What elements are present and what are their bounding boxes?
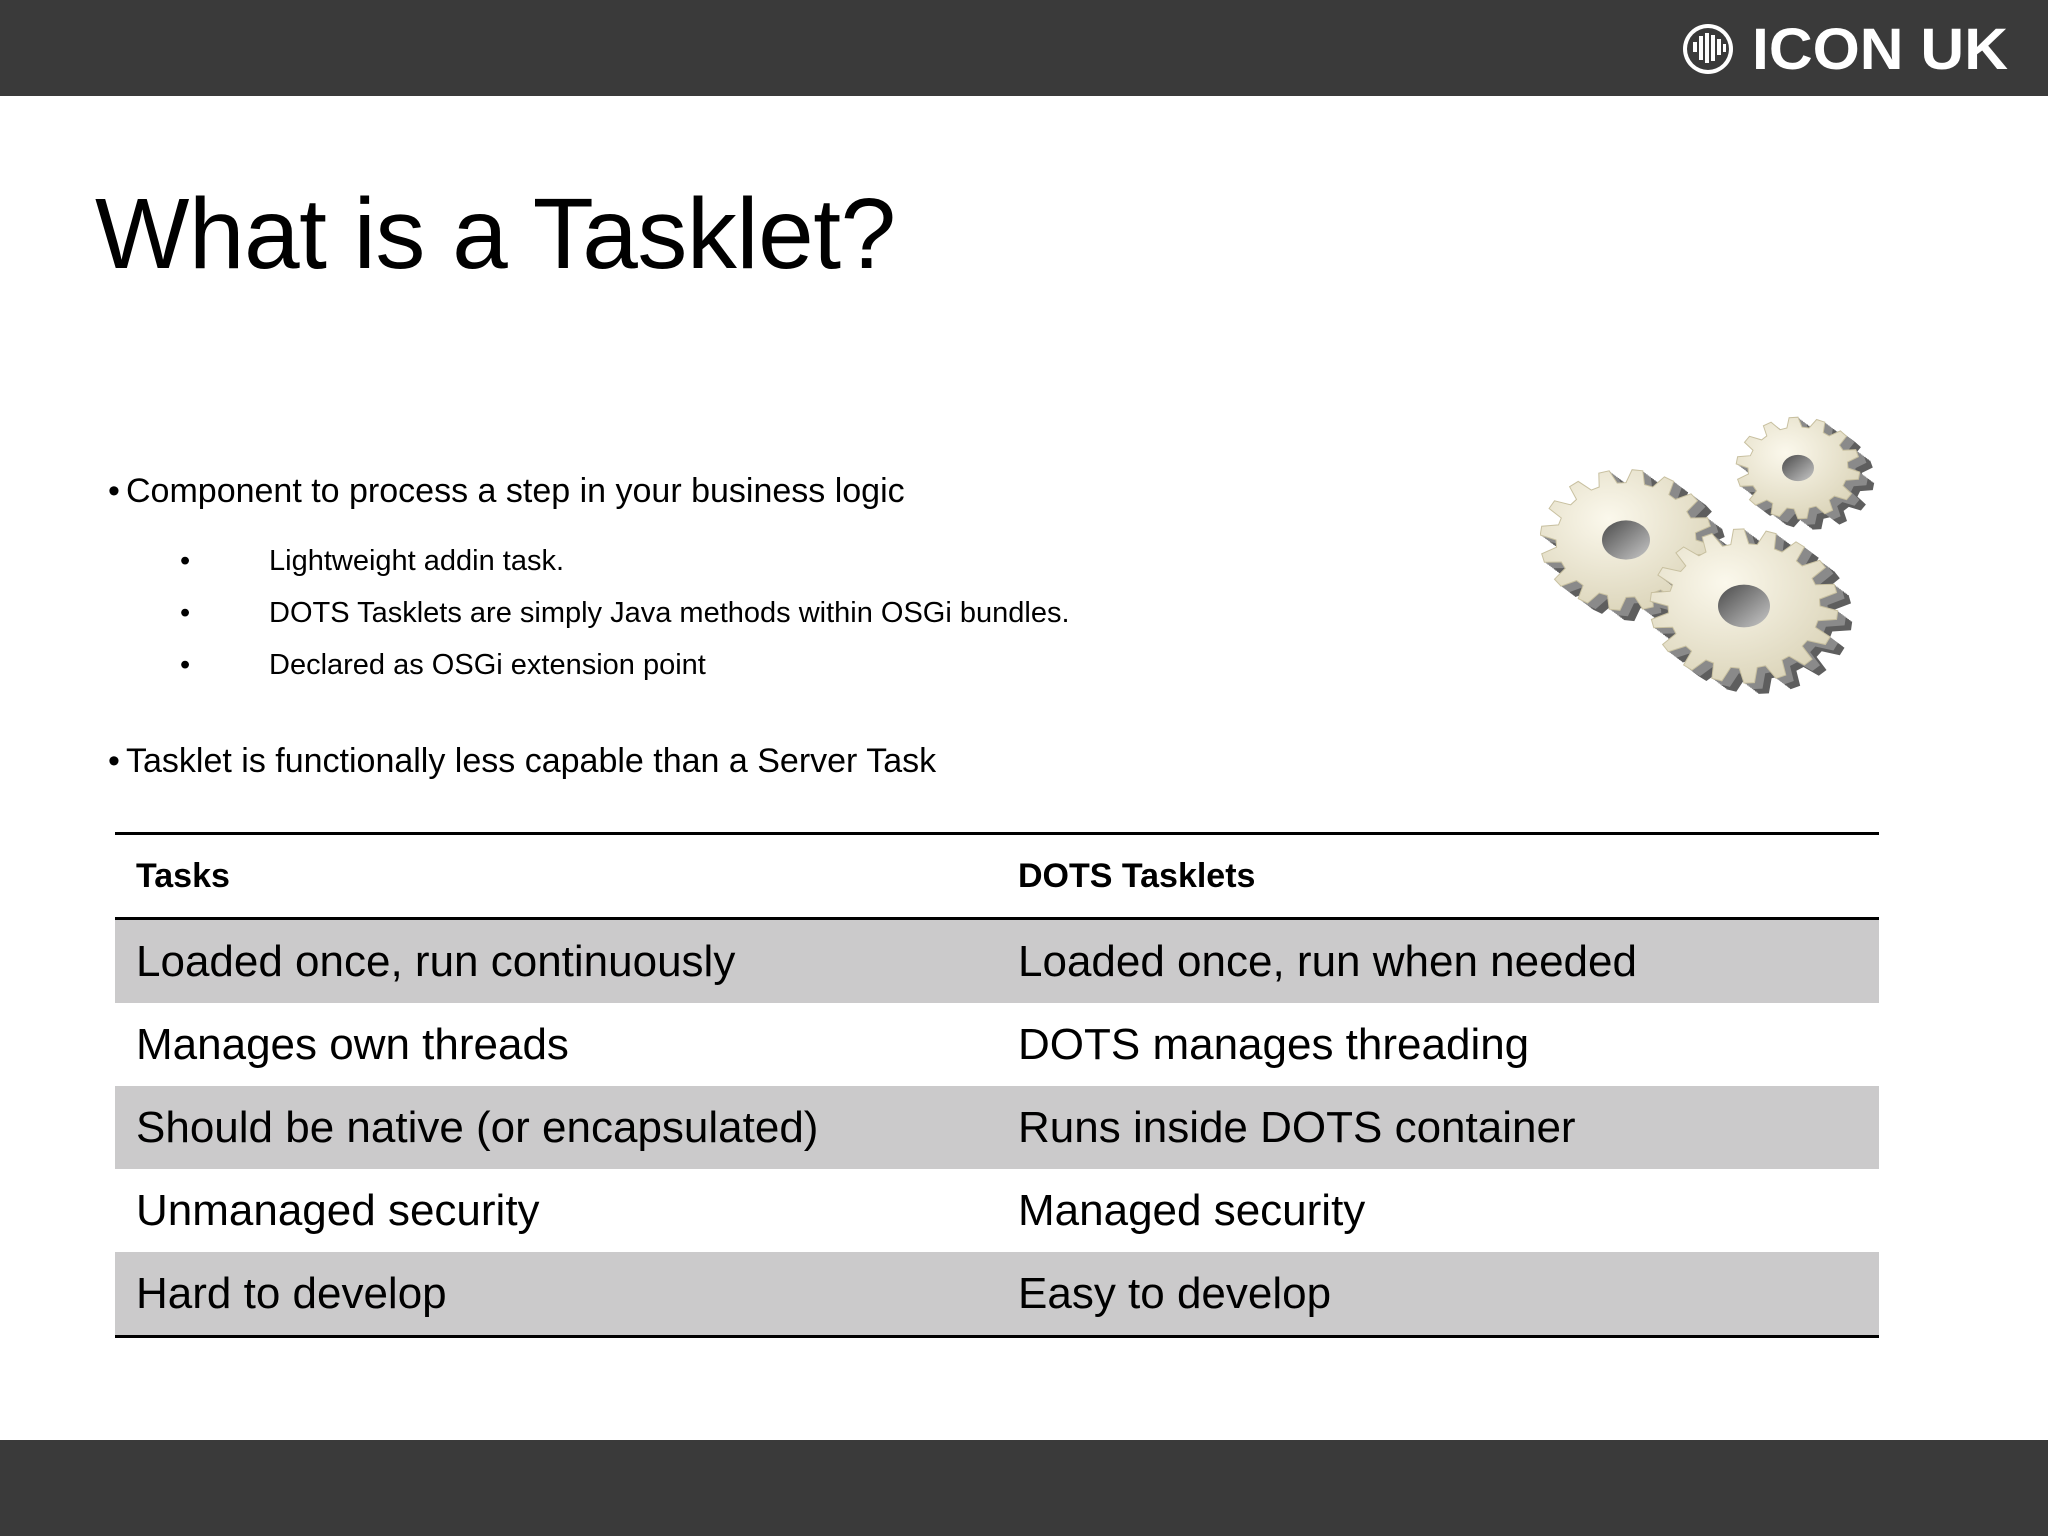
table-cell: Easy to develop (997, 1252, 1879, 1337)
bullet-dot: • (180, 545, 191, 577)
sub-bullet-text: Lightweight addin task. (269, 545, 565, 577)
table-row (115, 1169, 1879, 1252)
table-row (115, 1003, 1879, 1086)
table-cell: DOTS manages threading (1018, 1019, 1530, 1069)
table-cell: Loaded once, run when needed (997, 919, 1879, 1004)
sub-bullet-item (180, 651, 706, 680)
header-bar (0, 0, 2048, 96)
bullet-dot: • (108, 472, 120, 510)
bullet-item (108, 744, 936, 778)
sub-bullet-item (180, 547, 564, 576)
gear-small (1736, 417, 1874, 529)
footer-bar (0, 1440, 2048, 1536)
logo-text: ICON UK (1752, 18, 2009, 80)
table-cell: Managed security (1018, 1185, 1366, 1235)
comparison-table (115, 832, 1879, 1338)
table-cell: Should be native (or encapsulated) (115, 1086, 997, 1169)
gears-icon (1540, 400, 1920, 730)
column-header-dots-tasklets: DOTS Tasklets (997, 834, 1879, 919)
globe-grid-icon (1682, 18, 2012, 80)
sub-bullet-text: DOTS Tasklets are simply Java methods within OSGi bundles. (269, 597, 1070, 629)
table-cell: Manages own threads (136, 1019, 569, 1069)
bullet-item (108, 474, 905, 508)
table-cell: Unmanaged security (136, 1185, 540, 1235)
table-header-row (115, 834, 1879, 919)
bullet-dot: • (180, 649, 191, 681)
sub-bullet-text: Declared as OSGi extension point (269, 649, 706, 681)
column-header-tasks: Tasks (115, 834, 997, 919)
table-row (115, 1086, 1879, 1169)
bullet-text: Tasklet is functionally less capable than a Server Task (126, 742, 937, 780)
bullet-text: Component to process a step in your business logic (126, 472, 905, 510)
table-cell: Runs inside DOTS container (997, 1086, 1879, 1169)
table-row (115, 919, 1879, 1004)
table-cell: Loaded once, run continuously (115, 919, 997, 1004)
bullet-dot: • (108, 742, 120, 780)
icon-uk-logo (1682, 18, 2012, 80)
table-cell: Hard to develop (115, 1252, 997, 1337)
page-title: What is a Tasklet? (95, 178, 896, 290)
gear-front (1650, 529, 1852, 694)
sub-bullet-item (180, 599, 1070, 628)
bullet-dot: • (180, 597, 191, 629)
table-row (115, 1252, 1879, 1337)
